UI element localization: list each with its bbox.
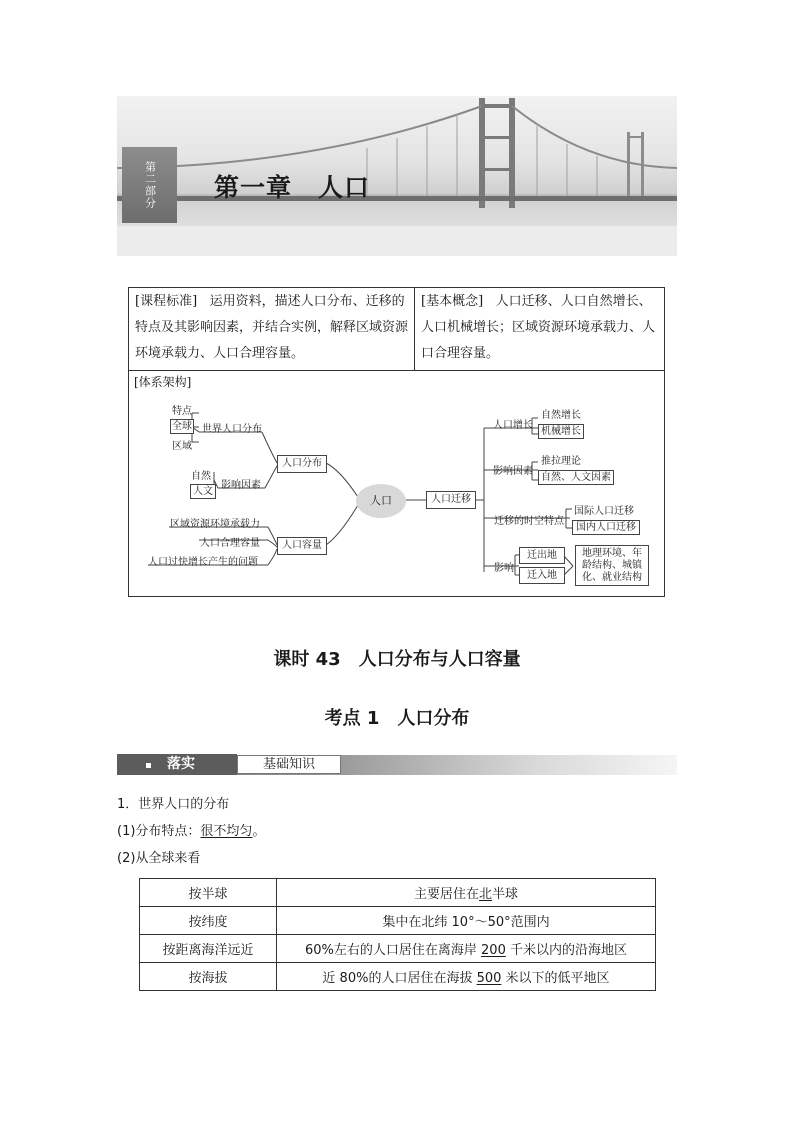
item-1-1-answer: 很不均匀	[200, 824, 253, 839]
node-global: 全球	[172, 421, 192, 432]
table-value-ocean-distance	[277, 935, 656, 963]
curriculum-label: [课程标准]	[135, 294, 198, 309]
node-spacetime: 迁移的时空特点	[494, 516, 564, 527]
table-value-altitude	[277, 963, 656, 991]
section-tag-dark: 落实	[117, 754, 237, 775]
node-region: 区域	[172, 441, 192, 452]
node-features: 特点	[172, 406, 192, 417]
table-row	[140, 879, 656, 907]
table-key-latitude: 按纬度	[140, 907, 277, 935]
table-key-altitude: 按海拔	[140, 963, 277, 991]
node-impact-detail: 地理环境、年龄结构、城镇化、就业结构	[575, 545, 649, 586]
mindmap-center: 人口	[356, 484, 406, 518]
part-tag-label: 第二部分	[143, 161, 157, 209]
table-value-text: 半球	[492, 887, 519, 902]
node-international: 国际人口迁移	[574, 506, 634, 517]
chapter-title: 第一章 人口	[214, 173, 371, 202]
table-value-text: 千米以内的沿海地区	[505, 943, 627, 958]
distribution-table	[139, 878, 656, 991]
table-value-text: 主要居住在	[413, 887, 479, 902]
node-out-place: 迁出地	[519, 547, 565, 564]
lesson-title: 课时 43 人口分布与人口容量	[273, 649, 521, 670]
table-row	[140, 963, 656, 991]
table-answer: 北	[478, 887, 492, 902]
node-natural-human-factors: 自然、人文因素	[538, 470, 614, 485]
table-value-text: 米以下的低平地区	[501, 971, 610, 986]
node-growth: 人口增长	[493, 420, 533, 431]
square-bullet-icon	[146, 763, 151, 768]
table-value-text: 近 80%的人口居住在海拔	[322, 971, 477, 986]
node-push-pull: 推拉理论	[541, 456, 581, 467]
concept-label: [基本概念]	[421, 294, 484, 309]
node-human: 人文	[190, 484, 216, 499]
node-capacity: 人口容量	[277, 537, 327, 555]
node-natural: 自然	[191, 471, 211, 482]
node-domestic: 国内人口迁移	[572, 520, 640, 535]
table-row	[140, 907, 656, 935]
framework-label: [体系架构]	[134, 375, 192, 389]
concept-text: 人口迁移、人口自然增长、人口机械增长；区域资源环境承载力、人口合理容量。	[421, 294, 656, 361]
node-impact: 影响	[494, 563, 514, 574]
table-value-hemisphere	[277, 879, 656, 907]
node-overgrowth: 人口过快增长产生的问题	[148, 557, 258, 568]
table-answer: 500	[476, 971, 502, 986]
node-migration-factors: 影响因素	[493, 466, 533, 477]
node-in-place: 迁入地	[519, 567, 565, 584]
item-1-1-suffix: 。	[252, 824, 266, 839]
item-1-1-prefix: (1)分布特点：	[117, 824, 201, 839]
table-answer: 200	[481, 943, 506, 958]
node-mechanical-growth: 机械增长	[538, 424, 584, 439]
node-influence: 影响因素	[221, 480, 261, 491]
table-key-hemisphere: 按半球	[140, 879, 277, 907]
item-1-heading: 1．世界人口的分布	[117, 797, 230, 812]
node-distribution: 人口分布	[277, 455, 327, 473]
curriculum-text: 运用资料，描述人口分布、迁移的特点及其影响因素，并结合实例，解释区域资源环境承载力、人口合理容量。	[135, 294, 409, 361]
table-key-ocean-distance: 按距离海洋远近	[140, 935, 277, 963]
item-1-1	[117, 822, 265, 842]
table-value-text: 60%左右的人口居住在离海岸	[305, 943, 482, 958]
node-natural-growth: 自然增长	[541, 410, 581, 421]
node-migration: 人口迁移	[426, 491, 476, 509]
item-1-2: (2)从全球来看	[117, 851, 201, 866]
table-value-latitude: 集中在北纬 10°～50°范围内	[277, 907, 656, 935]
point-title: 考点 1 人口分布	[324, 708, 470, 729]
node-world-distribution: 世界人口分布	[202, 424, 262, 435]
node-reasonable: 人口合理容量	[200, 538, 260, 549]
table-row	[140, 935, 656, 963]
node-carrying: 区域资源环境承载力	[170, 519, 260, 530]
section-tag-light: 基础知识	[237, 755, 341, 774]
